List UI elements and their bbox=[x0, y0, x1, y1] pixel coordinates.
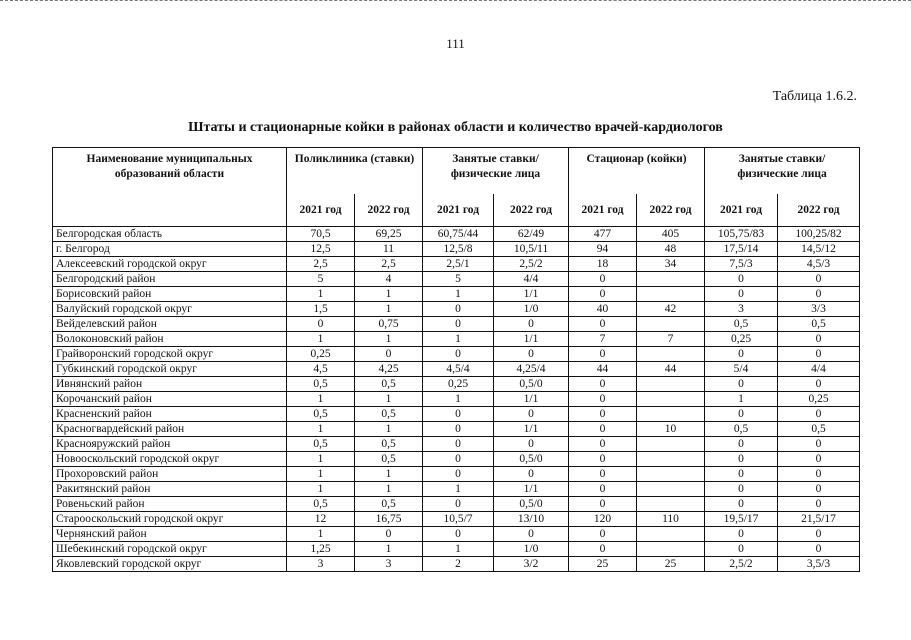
table-cell: 0 bbox=[494, 437, 569, 452]
table-cell: 0,5 bbox=[287, 377, 355, 392]
table-cell: 0 bbox=[569, 347, 637, 362]
municipality-name: Красненский район bbox=[53, 407, 287, 422]
table-cell: 1 bbox=[287, 452, 355, 467]
table-cell bbox=[637, 287, 705, 302]
municipality-name: Губкинский городской округ bbox=[53, 362, 287, 377]
table-cell: 0 bbox=[569, 542, 637, 557]
table-cell: 2,5/2 bbox=[494, 257, 569, 272]
table-cell: 0 bbox=[423, 347, 494, 362]
municipality-name: Красногвардейский район bbox=[53, 422, 287, 437]
table-cell: 0 bbox=[778, 467, 860, 482]
table-cell: 0 bbox=[778, 332, 860, 347]
table-cell: 1/1 bbox=[494, 332, 569, 347]
table-cell: 12 bbox=[287, 512, 355, 527]
table-cell: 1 bbox=[287, 422, 355, 437]
table-cell: 60,75/44 bbox=[423, 227, 494, 242]
table-cell: 3/2 bbox=[494, 557, 569, 572]
table-cell bbox=[637, 377, 705, 392]
header-group-occupied-1: Занятые ставки/ физические лица bbox=[423, 148, 569, 195]
header-name: Наименование муниципальных образований области bbox=[53, 148, 287, 227]
header-year: 2022 год bbox=[355, 194, 423, 227]
table-row bbox=[53, 497, 860, 512]
document-title: Штаты и стационарные койки в районах области и количество врачей-кардиологов bbox=[188, 120, 723, 135]
table-cell: 1 bbox=[355, 332, 423, 347]
header-group-occupied-2: Занятые ставки/ физические лица bbox=[705, 148, 860, 195]
table-row bbox=[53, 482, 860, 497]
table-cell: 0 bbox=[705, 272, 778, 287]
table-cell: 0,5 bbox=[355, 407, 423, 422]
table-cell bbox=[637, 527, 705, 542]
municipality-name: Чернянский район bbox=[53, 527, 287, 542]
municipality-name: Валуйский городской округ bbox=[53, 302, 287, 317]
table-cell: 1 bbox=[287, 482, 355, 497]
table-cell: 44 bbox=[637, 362, 705, 377]
table-cell: 10,5/11 bbox=[494, 242, 569, 257]
table-cell: 120 bbox=[569, 512, 637, 527]
table-cell: 0 bbox=[705, 482, 778, 497]
table-cell: 0 bbox=[705, 437, 778, 452]
table-cell bbox=[637, 437, 705, 452]
table-cell: 7 bbox=[569, 332, 637, 347]
table-cell: 1 bbox=[355, 392, 423, 407]
municipality-name: Борисовский район bbox=[53, 287, 287, 302]
table-cell: 0 bbox=[423, 422, 494, 437]
table-cell: 0 bbox=[705, 452, 778, 467]
table-cell: 0 bbox=[423, 317, 494, 332]
table-cell: 1 bbox=[355, 287, 423, 302]
table-cell: 3 bbox=[287, 557, 355, 572]
table-cell: 0 bbox=[705, 347, 778, 362]
table-cell: 1 bbox=[287, 287, 355, 302]
table-cell: 0 bbox=[355, 527, 423, 542]
header-year: 2021 год bbox=[705, 194, 778, 227]
table-cell: 1 bbox=[355, 482, 423, 497]
table-cell: 0 bbox=[569, 287, 637, 302]
table-cell: 0 bbox=[569, 467, 637, 482]
table-cell: 0 bbox=[569, 437, 637, 452]
municipality-name: Старооскольский городской округ bbox=[53, 512, 287, 527]
table-cell: 25 bbox=[569, 557, 637, 572]
table-cell: 0,5/0 bbox=[494, 497, 569, 512]
table-cell: 1/0 bbox=[494, 542, 569, 557]
table-row bbox=[53, 557, 860, 572]
table-cell: 1 bbox=[355, 302, 423, 317]
table-cell: 2,5 bbox=[355, 257, 423, 272]
table-cell: 0 bbox=[569, 482, 637, 497]
municipality-name: Новооскольский городской округ bbox=[53, 452, 287, 467]
table-cell: 69,25 bbox=[355, 227, 423, 242]
table-cell: 1/1 bbox=[494, 287, 569, 302]
table-cell: 477 bbox=[569, 227, 637, 242]
table-cell: 0,5 bbox=[778, 317, 860, 332]
table-cell: 1,5 bbox=[287, 302, 355, 317]
table-cell: 0 bbox=[705, 287, 778, 302]
table-cell: 1 bbox=[423, 287, 494, 302]
table-cell: 0 bbox=[705, 527, 778, 542]
table-cell: 0,25 bbox=[705, 332, 778, 347]
table-cell: 4,25 bbox=[355, 362, 423, 377]
table-cell: 1 bbox=[355, 422, 423, 437]
table-row bbox=[53, 542, 860, 557]
municipality-name: Вейделевский район bbox=[53, 317, 287, 332]
table-cell: 0 bbox=[705, 542, 778, 557]
table-cell: 7,5/3 bbox=[705, 257, 778, 272]
municipality-name: Ивнянский район bbox=[53, 377, 287, 392]
table-cell: 4,5 bbox=[287, 362, 355, 377]
table-cell: 5 bbox=[287, 272, 355, 287]
table-row bbox=[53, 377, 860, 392]
page-number: 111 bbox=[446, 36, 465, 51]
table-row bbox=[53, 452, 860, 467]
table-cell: 0 bbox=[778, 287, 860, 302]
table-cell bbox=[637, 482, 705, 497]
header-group-hospital: Стационар (койки) bbox=[569, 148, 705, 195]
table-cell: 0 bbox=[569, 497, 637, 512]
table-cell: 4,25/4 bbox=[494, 362, 569, 377]
header-year: 2021 год bbox=[287, 194, 355, 227]
table-cell: 0 bbox=[423, 407, 494, 422]
table-cell bbox=[637, 497, 705, 512]
table-row bbox=[53, 467, 860, 482]
table-cell: 0,5 bbox=[287, 407, 355, 422]
table-cell: 0 bbox=[569, 422, 637, 437]
table-cell bbox=[637, 467, 705, 482]
table-cell: 0 bbox=[778, 542, 860, 557]
table-row bbox=[53, 527, 860, 542]
table-cell: 7 bbox=[637, 332, 705, 347]
table-cell: 0,25 bbox=[287, 347, 355, 362]
table-cell: 0 bbox=[423, 437, 494, 452]
table-cell: 1/0 bbox=[494, 302, 569, 317]
table-cell: 2,5/1 bbox=[423, 257, 494, 272]
table-row bbox=[53, 257, 860, 272]
table-cell: 16,75 bbox=[355, 512, 423, 527]
table-cell: 0 bbox=[423, 302, 494, 317]
header-row-groups bbox=[53, 148, 860, 195]
table-cell: 1 bbox=[705, 392, 778, 407]
table-body bbox=[53, 227, 860, 572]
table-cell: 0 bbox=[423, 467, 494, 482]
table-cell: 3 bbox=[705, 302, 778, 317]
header-group-polyclinic: Поликлиника (ставки) bbox=[287, 148, 423, 195]
table-cell: 0 bbox=[569, 452, 637, 467]
table-cell: 5 bbox=[423, 272, 494, 287]
table-cell: 0 bbox=[355, 347, 423, 362]
table-cell: 405 bbox=[637, 227, 705, 242]
table-cell: 1 bbox=[355, 542, 423, 557]
table-row bbox=[53, 287, 860, 302]
table-cell: 94 bbox=[569, 242, 637, 257]
table-cell: 12,5/8 bbox=[423, 242, 494, 257]
municipality-name: Краснояружский район bbox=[53, 437, 287, 452]
header-year: 2021 год bbox=[423, 194, 494, 227]
table-cell: 0 bbox=[705, 407, 778, 422]
table-cell: 1 bbox=[287, 392, 355, 407]
municipality-name: Грайворонский городской округ bbox=[53, 347, 287, 362]
table-cell bbox=[637, 407, 705, 422]
table-cell: 70,5 bbox=[287, 227, 355, 242]
table-cell: 2,5/2 bbox=[705, 557, 778, 572]
table-cell: 42 bbox=[637, 302, 705, 317]
table-cell bbox=[637, 347, 705, 362]
table-cell: 10 bbox=[637, 422, 705, 437]
table-cell: 12,5 bbox=[287, 242, 355, 257]
table-cell: 0 bbox=[287, 317, 355, 332]
table-cell: 0 bbox=[423, 497, 494, 512]
table-cell: 0 bbox=[494, 317, 569, 332]
municipality-name: Прохоровский район bbox=[53, 467, 287, 482]
table-cell: 2 bbox=[423, 557, 494, 572]
table-cell: 0,5 bbox=[355, 497, 423, 512]
table-cell: 0 bbox=[494, 347, 569, 362]
table-cell: 21,5/17 bbox=[778, 512, 860, 527]
table-cell: 105,75/83 bbox=[705, 227, 778, 242]
table-cell: 44 bbox=[569, 362, 637, 377]
table-cell: 0 bbox=[778, 452, 860, 467]
table-cell: 0 bbox=[705, 497, 778, 512]
table-cell: 40 bbox=[569, 302, 637, 317]
table-cell: 1 bbox=[423, 332, 494, 347]
table-row bbox=[53, 437, 860, 452]
table-cell: 5/4 bbox=[705, 362, 778, 377]
table-row bbox=[53, 362, 860, 377]
table-cell: 1,25 bbox=[287, 542, 355, 557]
table-cell: 3,5/3 bbox=[778, 557, 860, 572]
municipality-name: Ракитянский район bbox=[53, 482, 287, 497]
table-cell: 1 bbox=[355, 467, 423, 482]
table-cell: 0,5 bbox=[778, 422, 860, 437]
municipality-name: Ровеньский район bbox=[53, 497, 287, 512]
table-cell: 1 bbox=[287, 467, 355, 482]
table-cell: 0 bbox=[569, 272, 637, 287]
table-cell: 0 bbox=[569, 392, 637, 407]
table-cell: 110 bbox=[637, 512, 705, 527]
table-row bbox=[53, 272, 860, 287]
header-year: 2022 год bbox=[637, 194, 705, 227]
table-cell: 0 bbox=[778, 437, 860, 452]
table-cell: 0,5/0 bbox=[494, 377, 569, 392]
table-row bbox=[53, 332, 860, 347]
table-label: Таблица 1.6.2. bbox=[772, 89, 857, 104]
table-cell: 18 bbox=[569, 257, 637, 272]
table-cell: 0 bbox=[494, 527, 569, 542]
municipality-name: г. Белгород bbox=[53, 242, 287, 257]
municipality-name: Белгородская область bbox=[53, 227, 287, 242]
table-cell: 1 bbox=[423, 542, 494, 557]
table-cell: 0 bbox=[569, 377, 637, 392]
table-cell: 100,25/82 bbox=[778, 227, 860, 242]
municipality-name: Корочанский район bbox=[53, 392, 287, 407]
table-row bbox=[53, 347, 860, 362]
table-row bbox=[53, 392, 860, 407]
header-year: 2021 год bbox=[569, 194, 637, 227]
table-cell: 1/1 bbox=[494, 422, 569, 437]
table-cell bbox=[637, 317, 705, 332]
table-cell: 0 bbox=[778, 497, 860, 512]
table-cell: 4,5/3 bbox=[778, 257, 860, 272]
table-cell: 62/49 bbox=[494, 227, 569, 242]
table-cell: 0 bbox=[569, 317, 637, 332]
municipality-name: Алексеевский городской округ bbox=[53, 257, 287, 272]
table-cell: 0 bbox=[569, 407, 637, 422]
table-row bbox=[53, 302, 860, 317]
table-cell: 0 bbox=[778, 377, 860, 392]
table-cell: 0,25 bbox=[423, 377, 494, 392]
table-cell: 0,5 bbox=[355, 452, 423, 467]
table-cell: 0 bbox=[778, 347, 860, 362]
table-cell: 25 bbox=[637, 557, 705, 572]
table-cell: 0 bbox=[423, 452, 494, 467]
table-cell: 4,5/4 bbox=[423, 362, 494, 377]
table-cell: 0 bbox=[494, 407, 569, 422]
table-cell: 17,5/14 bbox=[705, 242, 778, 257]
table-row bbox=[53, 422, 860, 437]
table-cell: 0,5 bbox=[287, 437, 355, 452]
table-cell: 0 bbox=[705, 377, 778, 392]
table-cell: 0,5/0 bbox=[494, 452, 569, 467]
table-cell: 0 bbox=[778, 407, 860, 422]
table-cell: 0,75 bbox=[355, 317, 423, 332]
table-cell: 34 bbox=[637, 257, 705, 272]
table-cell: 0,5 bbox=[705, 317, 778, 332]
table-cell: 0 bbox=[494, 467, 569, 482]
table-cell: 13/10 bbox=[494, 512, 569, 527]
table-cell: 48 bbox=[637, 242, 705, 257]
table-cell: 1 bbox=[423, 482, 494, 497]
top-rule bbox=[0, 0, 911, 4]
table-cell: 0 bbox=[778, 272, 860, 287]
table-cell: 11 bbox=[355, 242, 423, 257]
header-year: 2022 год bbox=[494, 194, 569, 227]
table-cell bbox=[637, 392, 705, 407]
table-cell: 1/1 bbox=[494, 482, 569, 497]
table-cell bbox=[637, 542, 705, 557]
table-cell: 0,5 bbox=[355, 437, 423, 452]
municipality-name: Шебекинский городской округ bbox=[53, 542, 287, 557]
table-row bbox=[53, 242, 860, 257]
table-cell: 3/3 bbox=[778, 302, 860, 317]
table-cell: 0,25 bbox=[778, 392, 860, 407]
table-cell: 1 bbox=[287, 332, 355, 347]
table-cell: 0,5 bbox=[705, 422, 778, 437]
table-cell: 0 bbox=[705, 467, 778, 482]
table-cell: 14,5/12 bbox=[778, 242, 860, 257]
table-cell bbox=[637, 272, 705, 287]
table-cell: 0 bbox=[569, 527, 637, 542]
table-cell: 0 bbox=[778, 527, 860, 542]
header-year: 2022 год bbox=[778, 194, 860, 227]
table-row bbox=[53, 407, 860, 422]
table-row bbox=[53, 227, 860, 242]
table-cell: 2,5 bbox=[287, 257, 355, 272]
municipality-name: Волоконовский район bbox=[53, 332, 287, 347]
table-cell: 4 bbox=[355, 272, 423, 287]
table-cell: 19,5/17 bbox=[705, 512, 778, 527]
table-cell: 0,5 bbox=[287, 497, 355, 512]
table-cell bbox=[637, 452, 705, 467]
table-cell: 1 bbox=[287, 527, 355, 542]
table-row bbox=[53, 512, 860, 527]
table-cell: 4/4 bbox=[494, 272, 569, 287]
table-cell: 1/1 bbox=[494, 392, 569, 407]
table-cell: 10,5/7 bbox=[423, 512, 494, 527]
table-row bbox=[53, 317, 860, 332]
municipality-name: Яковлевский городской округ bbox=[53, 557, 287, 572]
table-cell: 0,5 bbox=[355, 377, 423, 392]
table-cell: 4/4 bbox=[778, 362, 860, 377]
table-cell: 3 bbox=[355, 557, 423, 572]
table-cell: 0 bbox=[423, 527, 494, 542]
table-cell: 1 bbox=[423, 392, 494, 407]
table-cell: 0 bbox=[778, 482, 860, 497]
data-table bbox=[52, 147, 860, 572]
municipality-name: Белгородский район bbox=[53, 272, 287, 287]
